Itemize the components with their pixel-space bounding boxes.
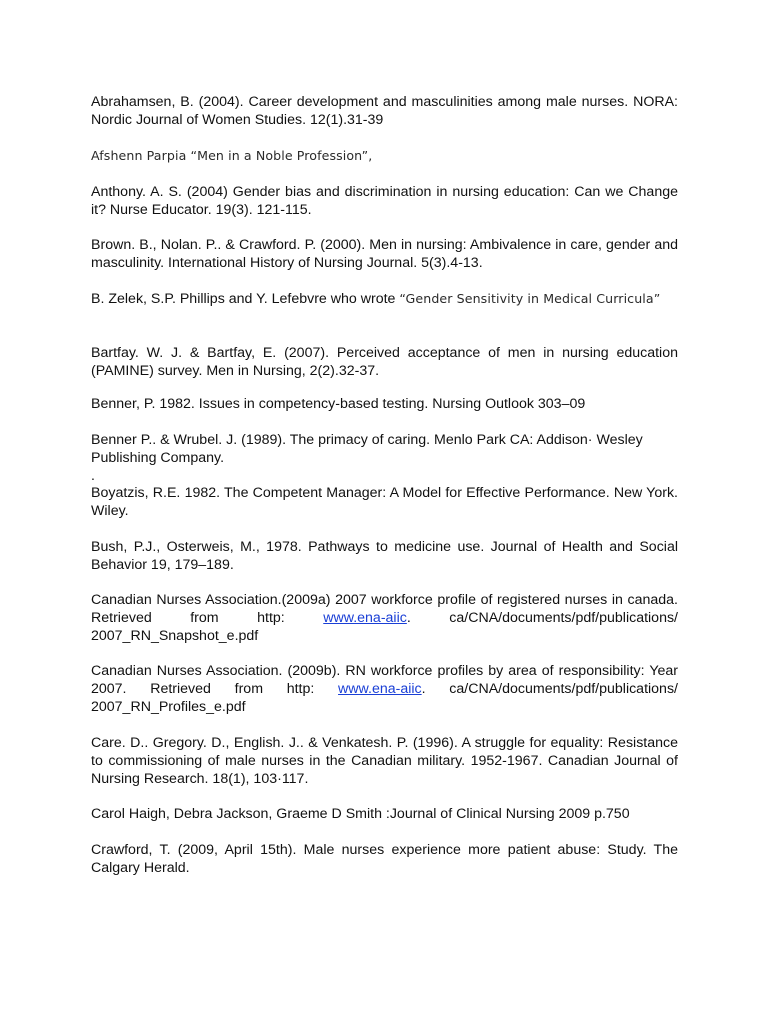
reference-entry: [91, 805, 678, 823]
reference-link[interactable]: www.ena-aiic: [338, 681, 422, 697]
reference-text: Canadian Nurses Association. (2009b). RN workforce profiles by area of responsibility: Year 2007. Retrieved from http:: [91, 663, 678, 697]
reference-text: B. Zelek, S.P. Phillips and Y. Lefebvre who wrote: [91, 291, 400, 307]
reference-entry: [91, 290, 678, 308]
reference-entry: [91, 431, 678, 467]
quoted-title: Afshenn Parpia “Men in a Noble Profession”,: [91, 148, 373, 163]
reference-entry: [91, 93, 678, 129]
reference-text: . ca/CNA/documents/pdf/publications/ 2007_RN_Profiles_e.pdf: [91, 681, 678, 715]
reference-entry: [91, 538, 678, 574]
reference-entry: [91, 841, 678, 877]
reference-text: Boyatzis, R.E. 1982. The Competent Manager: A Model for Effective Performance. New York. Wiley.: [91, 485, 678, 519]
reference-text: Bartfay. W. J. & Bartfay, E. (2007). Perceived acceptance of men in nursing education (PAMINE) survey. Men in Nursing, 2(2).32-37.: [91, 345, 678, 379]
reference-entry: [91, 236, 678, 272]
reference-text: Crawford, T. (2009, April 15th). Male nurses experience more patient abuse: Study. The Calgary Herald.: [91, 842, 678, 876]
reference-entry: [91, 734, 678, 788]
reference-text: Canadian Nurses Association.(2009a) 2007 workforce profile of registered nurses in canada. Retrieved from http:: [91, 592, 678, 626]
quoted-title: “Gender Sensitivity in Medical Curricula”: [399, 291, 661, 306]
reference-text: Benner P.. & Wrubel. J. (1989). The primacy of caring. Menlo Park CA: Addison· Wesley Publishing Company.: [91, 432, 643, 466]
reference-text: Brown. B., Nolan. P.. & Crawford. P. (2000). Men in nursing: Ambivalence in care, gender and masculinity. International History of Nursing Journal. 5(3).4-13.: [91, 237, 678, 271]
stray-mark: .: [91, 467, 95, 483]
reference-text: . ca/CNA/documents/pdf/publications/ 2007_RN_Snapshot_e.pdf: [91, 610, 678, 644]
reference-entry: [91, 147, 678, 165]
reference-text: Bush, P.J., Osterweis, M., 1978. Pathways to medicine use. Journal of Health and Social Behavior 19, 179–189.: [91, 539, 678, 573]
reference-entry: [91, 662, 678, 716]
reference-text: Anthony. A. S. (2004) Gender bias and discrimination in nursing education: Can we Change it? Nurse Educator. 19(3). 121-115.: [91, 184, 678, 218]
reference-entry: [91, 484, 678, 520]
reference-text: Benner, P. 1982. Issues in competency-based testing. Nursing Outlook 303–09: [91, 396, 586, 412]
reference-entry: [91, 344, 678, 380]
reference-link[interactable]: www.ena-aiic: [323, 610, 407, 626]
reference-entry: [91, 591, 678, 645]
reference-text: Carol Haigh, Debra Jackson, Graeme D Smith :Journal of Clinical Nursing 2009 p.750: [91, 806, 630, 822]
reference-entry: [91, 395, 678, 413]
reference-text: Abrahamsen, B. (2004). Career development and masculinities among male nurses. NORA: Nordic Journal of Women Studies. 12(1).31-39: [91, 94, 678, 128]
reference-entry: [91, 183, 678, 219]
reference-text: Care. D.. Gregory. D., English. J.. & Venkatesh. P. (1996). A struggle for equality: Resistance to commissioning of male nurses in the Canadian military. 1952-1967. Canadian Journal of Nursing Research. 18(1), 103·117.: [91, 735, 678, 787]
